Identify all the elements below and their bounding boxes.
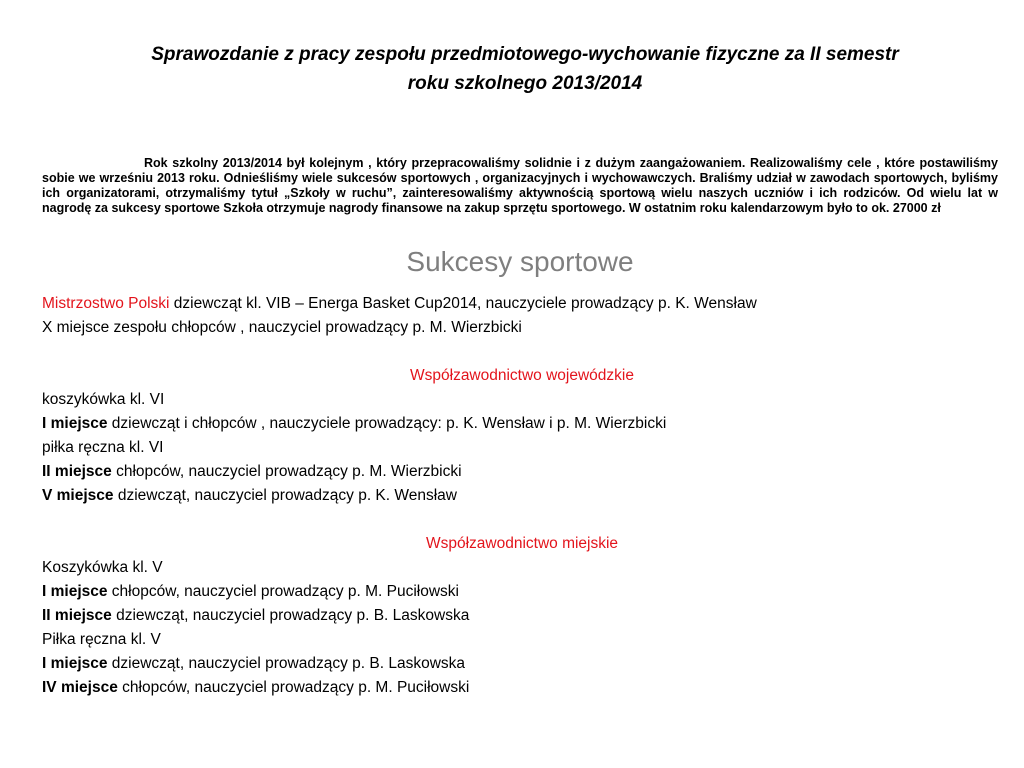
city-heading: Współzawodnictwo miejskie [425,535,619,552]
place-label: I miejsce [42,583,108,600]
result-text: chłopców, nauczyciel prowadzący p. M. Wierzbicki [111,463,462,480]
place-label: V miejsce [42,487,114,504]
result-text: dziewcząt, nauczyciel prowadzący p. K. Wensław [113,487,457,504]
voivodeship-discipline-2: piłka ręczna kl. VI [42,439,164,456]
national-result-2: X miejsce zespołu chłopców , nauczyciel prowadzący p. M. Wierzbicki [42,319,522,336]
result-text: dziewcząt, nauczyciel prowadzący p. B. Laskowska [107,655,466,672]
title-line-2: roku szkolnego 2013/2014 [407,73,643,94]
place-label: II miejsce [42,463,112,480]
result-text: chłopców, nauczyciel prowadzący p. M. Puciłowski [117,679,470,696]
city-result-2 [42,604,1002,628]
city-result-4 [42,676,1002,700]
city-discipline-1: Koszykówka kl. V [42,559,163,576]
place-label: IV miejsce [42,679,118,696]
voivodeship-heading: Współzawodnictwo wojewódzkie [410,367,634,384]
results-list [42,292,1002,700]
national-result-1-text: dziewcząt kl. VIB – Energa Basket Cup2014, nauczyciele prowadzący p. K. Wensław [169,295,757,312]
intro-paragraph: Rok szkolny 2013/2014 był kolejnym , który przepracowaliśmy solidnie i z dużym zaangażowaniem. Realizowaliśmy cele , które postawiliśmy sobie we wrześniu 2013 roku. Odnieśliśmy wiele sukcesów sportowych , organizacyjnych i wychowawczych. Braliśmy udział w zawodach sportowych, byliśmy ich organizatorami, otrzymaliśmy tytuł „Szkoły w ruchu”, zainteresowaliśmy aktywnością sportową wielu naszych uczniów i ich rodziców. Od wielu lat w nagrodę za sukcesy sportowe Szkoła otrzymuje nagrody finansowe na zakup sprzętu sportowego. W ostatnim roku kalendarzowym było to ok. 27000 zł [42,156,998,215]
result-text: chłopców, nauczyciel prowadzący p. M. Puciłowski [107,583,459,600]
place-label: I miejsce [42,655,108,672]
spacer [42,508,1002,532]
voivodeship-result-2 [42,460,1002,484]
national-title: Mistrzostwo Polski [42,295,170,312]
national-result-1 [42,292,1002,316]
city-result-3 [42,652,1002,676]
result-text: dziewcząt i chłopców , nauczyciele prowadzący: p. K. Wensław i p. M. Wierzbicki [107,415,667,432]
voivodeship-result-1 [42,412,1002,436]
city-discipline-2: Piłka ręczna kl. V [42,631,161,648]
report-title [60,40,990,98]
result-text: dziewcząt, nauczyciel prowadzący p. B. Laskowska [111,607,470,624]
title-line-1: Sprawozdanie z pracy zespołu przedmiotowego-wychowanie fizyczne za II semestr [151,44,899,65]
place-label: I miejsce [42,415,108,432]
section-heading: Sukcesy sportowe [406,246,634,277]
voivodeship-discipline-1: koszykówka kl. VI [42,391,165,408]
voivodeship-result-3 [42,484,1002,508]
place-label: II miejsce [42,607,112,624]
spacer [42,340,1002,364]
city-result-1 [42,580,1002,604]
